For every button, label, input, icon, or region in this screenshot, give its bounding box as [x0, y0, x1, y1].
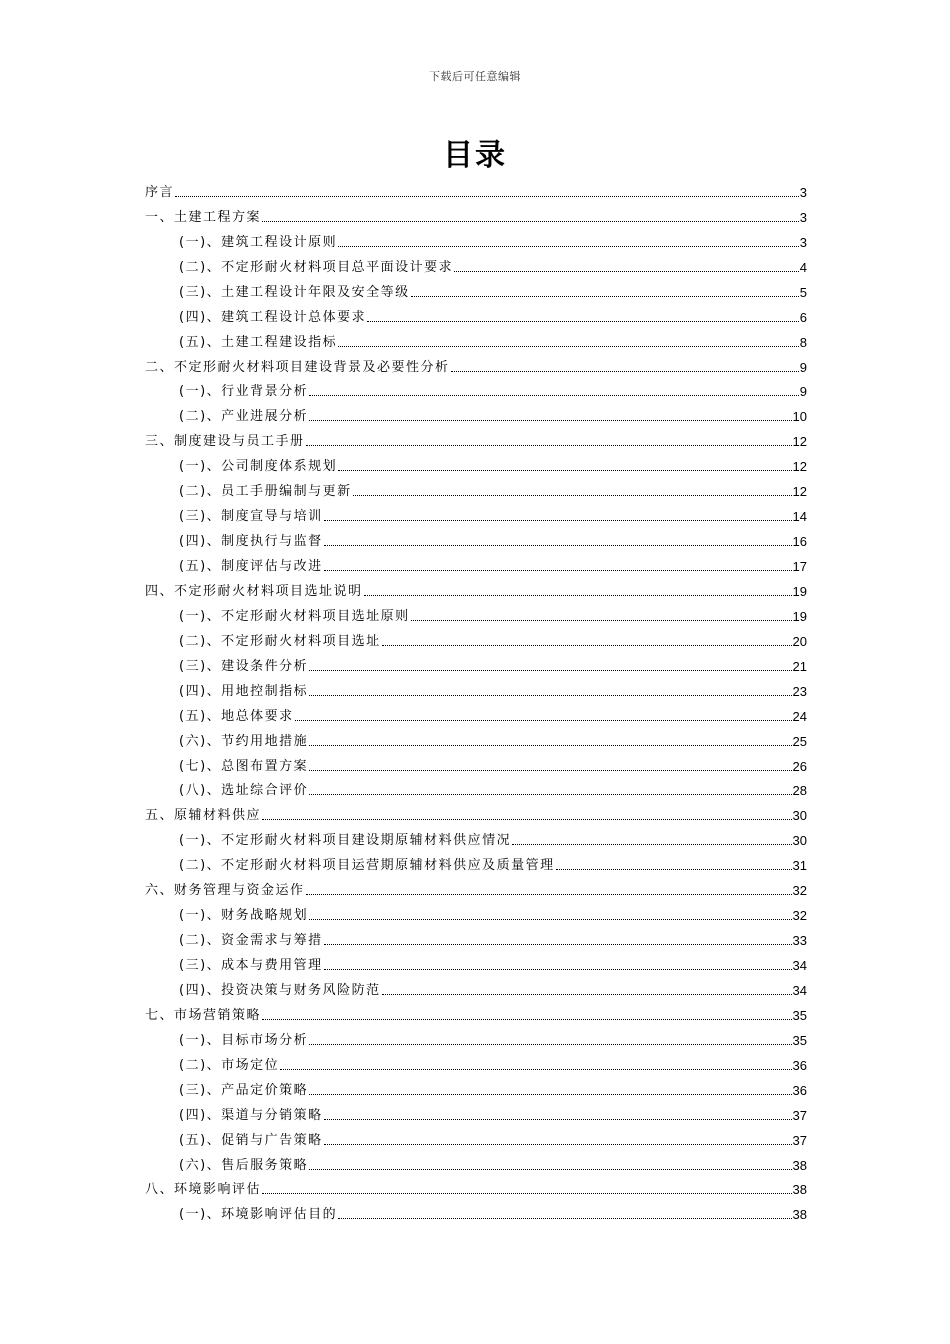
toc-dot-leader [367, 321, 799, 322]
toc-entry-title: (一)、公司制度体系规划 [179, 459, 338, 475]
toc-dot-leader [338, 470, 791, 471]
toc-entry-title: (五)、促销与广告策略 [179, 1132, 323, 1148]
toc-dot-leader [324, 1144, 792, 1145]
toc-dot-leader [364, 595, 792, 596]
toc-page-number: 4 [799, 259, 807, 275]
toc-entry-title: (一)、不定形耐火材料项目选址原则 [179, 608, 410, 624]
toc-page-number: 38 [792, 1157, 807, 1173]
toc-page-number: 19 [792, 583, 807, 599]
toc-page-number: 31 [792, 858, 807, 874]
toc-page-number: 8 [799, 334, 807, 350]
toc-entry-section[interactable] [145, 600, 807, 625]
toc-page-number: 35 [792, 1032, 807, 1048]
toc-dot-leader [324, 1119, 792, 1120]
table-of-contents [145, 176, 807, 1223]
toc-page-number: 32 [792, 908, 807, 924]
toc-title: 目录 [443, 138, 507, 173]
toc-dot-leader [353, 495, 792, 496]
toc-entry-title: 八、环境影响评估 [145, 1182, 262, 1198]
toc-dot-leader [309, 770, 791, 771]
toc-entry-section[interactable] [145, 974, 807, 999]
toc-dot-leader [382, 645, 792, 646]
toc-entry-title: 二、不定形耐火材料项目建设背景及必要性分析 [145, 359, 450, 375]
toc-entry-title: (五)、制度评估与改进 [179, 559, 323, 574]
toc-entry-section[interactable] [145, 899, 807, 924]
toc-entry-title: (六)、售后服务策略 [179, 1157, 309, 1173]
toc-page-number: 12 [792, 434, 807, 450]
toc-dot-leader [338, 246, 799, 247]
toc-page-number: 17 [792, 559, 807, 574]
toc-entry-title: (一)、财务战略规划 [179, 908, 309, 924]
toc-dot-leader [262, 221, 799, 222]
toc-entry-chapter[interactable] [145, 1174, 807, 1199]
toc-entry-section[interactable] [145, 450, 807, 475]
toc-dot-leader [411, 620, 792, 621]
toc-entry-title: (二)、不定形耐火材料项目选址 [179, 633, 381, 649]
toc-entry-section[interactable] [145, 1099, 807, 1124]
toc-entry-title: (四)、渠道与分销策略 [179, 1107, 323, 1123]
toc-dot-leader [451, 371, 799, 372]
toc-dot-leader [295, 720, 792, 721]
toc-entry-title: (五)、地总体要求 [179, 708, 294, 724]
toc-entry-title: (八)、选址综合评价 [179, 783, 309, 799]
toc-page-number: 37 [792, 1107, 807, 1123]
toc-entry-title: 一、土建工程方案 [145, 209, 262, 225]
toc-dot-leader [556, 869, 792, 870]
toc-page-number: 30 [792, 833, 807, 849]
toc-entry-title: (三)、产品定价策略 [179, 1082, 309, 1098]
toc-entry-chapter[interactable] [145, 999, 807, 1024]
toc-entry-section[interactable] [145, 550, 807, 575]
toc-page-number: 19 [792, 608, 807, 624]
toc-page-number: 3 [799, 234, 807, 250]
toc-entry-section[interactable] [145, 924, 807, 949]
toc-entry-title: 三、制度建设与员工手册 [145, 434, 305, 450]
toc-page-number: 6 [799, 309, 807, 325]
toc-entry-section[interactable] [145, 750, 807, 775]
toc-entry-section[interactable] [145, 326, 807, 351]
toc-entry-chapter[interactable] [145, 201, 807, 226]
toc-entry-section[interactable] [145, 775, 807, 800]
toc-page-number: 28 [792, 783, 807, 799]
toc-entry-title: (四)、用地控制指标 [179, 683, 309, 699]
toc-dot-leader [262, 1019, 792, 1020]
toc-entry-section[interactable] [145, 824, 807, 849]
toc-entry-section[interactable] [145, 650, 807, 675]
toc-entry-title: (一)、环境影响评估目的 [179, 1207, 338, 1223]
toc-entry-title: 四、不定形耐火材料项目选址说明 [145, 583, 363, 599]
toc-page-number: 25 [792, 733, 807, 749]
toc-entry-title: (三)、建设条件分析 [179, 658, 309, 674]
toc-dot-leader [309, 919, 791, 920]
toc-dot-leader [324, 570, 792, 571]
toc-entry-section[interactable] [145, 700, 807, 725]
toc-page-number: 9 [799, 384, 807, 400]
toc-entry-title: (四)、制度执行与监督 [179, 534, 323, 550]
toc-entry-section[interactable] [145, 475, 807, 500]
toc-page-number: 3 [799, 184, 807, 200]
toc-page-number: 33 [792, 933, 807, 949]
toc-dot-leader [309, 695, 791, 696]
toc-entry-section[interactable] [145, 1049, 807, 1074]
toc-entry-title: (二)、市场定位 [179, 1057, 280, 1073]
toc-dot-leader [324, 520, 792, 521]
toc-page-number: 26 [792, 758, 807, 774]
toc-entry-section[interactable] [145, 675, 807, 700]
toc-page-number: 20 [792, 633, 807, 649]
toc-entry-section[interactable] [145, 500, 807, 525]
toc-entry-title: (六)、节约用地措施 [179, 733, 309, 749]
toc-page-number: 34 [792, 982, 807, 998]
toc-dot-leader [175, 196, 799, 197]
toc-entry-title: (三)、成本与费用管理 [179, 958, 323, 973]
toc-entry-chapter[interactable] [145, 874, 807, 899]
toc-dot-leader [280, 1069, 791, 1070]
toc-dot-leader [309, 420, 791, 421]
toc-page-number: 21 [792, 658, 807, 674]
toc-page-number: 38 [792, 1207, 807, 1223]
toc-entry-section[interactable] [145, 1074, 807, 1099]
toc-entry-title: (三)、土建工程设计年限及安全等级 [179, 284, 410, 300]
toc-page-number: 16 [792, 534, 807, 550]
toc-entry-title: (三)、制度宣导与培训 [179, 509, 323, 525]
header-note: 下载后可任意编辑 [429, 70, 521, 83]
toc-page-number: 35 [792, 1007, 807, 1023]
toc-page-number: 36 [792, 1057, 807, 1073]
toc-entry-section[interactable] [145, 400, 807, 425]
toc-entry-chapter[interactable] [145, 425, 807, 450]
toc-entry-title: (五)、土建工程建设指标 [179, 334, 338, 350]
toc-entry-section[interactable] [145, 1198, 807, 1223]
toc-entry-section[interactable] [145, 1124, 807, 1149]
toc-entry-section[interactable] [145, 276, 807, 301]
toc-entry-title: (二)、资金需求与筹措 [179, 933, 323, 949]
toc-entry-section[interactable] [145, 625, 807, 650]
toc-entry-section[interactable] [145, 525, 807, 550]
toc-entry-title: (二)、产业进展分析 [179, 409, 309, 425]
toc-page-number: 5 [799, 284, 807, 300]
toc-entry-section[interactable] [145, 226, 807, 251]
toc-dot-leader [338, 1218, 791, 1219]
toc-entry-title: 序言 [145, 184, 175, 200]
toc-entry-title: (一)、不定形耐火材料项目建设期原辅材料供应情况 [179, 833, 512, 849]
toc-dot-leader [309, 794, 791, 795]
toc-dot-leader [338, 346, 799, 347]
toc-dot-leader [454, 271, 799, 272]
toc-entry-title: (一)、行业背景分析 [179, 384, 309, 400]
toc-page-number: 24 [792, 708, 807, 724]
toc-entry-chapter[interactable] [145, 799, 807, 824]
toc-entry-title: (四)、投资决策与财务风险防范 [179, 982, 381, 998]
toc-entry-title: (四)、建筑工程设计总体要求 [179, 309, 367, 325]
toc-entry-section[interactable] [145, 725, 807, 750]
toc-dot-leader [512, 844, 791, 845]
toc-entry-section[interactable] [145, 251, 807, 276]
toc-dot-leader [262, 819, 792, 820]
toc-entry-title: 五、原辅材料供应 [145, 808, 262, 824]
toc-page-number: 32 [792, 883, 807, 899]
toc-dot-leader [309, 1094, 791, 1095]
toc-entry-section[interactable] [145, 849, 807, 874]
toc-dot-leader [382, 994, 792, 995]
toc-dot-leader [324, 944, 792, 945]
toc-page-number: 23 [792, 683, 807, 699]
toc-entry-title: 六、财务管理与资金运作 [145, 883, 305, 899]
toc-page-number: 38 [792, 1182, 807, 1198]
toc-dot-leader [324, 545, 792, 546]
toc-dot-leader [309, 1044, 791, 1045]
toc-dot-leader [309, 1169, 791, 1170]
toc-entry-title: (二)、不定形耐火材料项目总平面设计要求 [179, 259, 454, 275]
toc-entry-section[interactable] [145, 376, 807, 401]
toc-dot-leader [262, 1193, 792, 1194]
toc-entry-section[interactable] [145, 1024, 807, 1049]
toc-page-number: 34 [792, 958, 807, 973]
toc-page-number: 30 [792, 808, 807, 824]
toc-page-number: 10 [792, 409, 807, 425]
toc-page-number: 9 [799, 359, 807, 375]
toc-page-number: 14 [792, 509, 807, 525]
toc-entry-section[interactable] [145, 301, 807, 326]
toc-entry-title: (二)、不定形耐火材料项目运营期原辅材料供应及质量管理 [179, 858, 555, 874]
toc-entry-title: (二)、员工手册编制与更新 [179, 484, 352, 500]
toc-dot-leader [306, 445, 792, 446]
toc-entry-section[interactable] [145, 949, 807, 974]
toc-page-number: 12 [792, 484, 807, 500]
toc-entry-chapter[interactable] [145, 351, 807, 376]
toc-entry-title: (七)、总图布置方案 [179, 758, 309, 774]
toc-page-number: 12 [792, 459, 807, 475]
toc-dot-leader [309, 745, 791, 746]
toc-entry-title: (一)、建筑工程设计原则 [179, 234, 338, 250]
toc-dot-leader [309, 395, 799, 396]
toc-entry-title: 七、市场营销策略 [145, 1007, 262, 1023]
toc-page-number: 3 [799, 209, 807, 225]
toc-entry-section[interactable] [145, 1149, 807, 1174]
toc-page-number: 36 [792, 1082, 807, 1098]
toc-entry-chapter[interactable] [145, 575, 807, 600]
toc-dot-leader [306, 894, 792, 895]
toc-entry-chapter[interactable] [145, 176, 807, 201]
toc-dot-leader [411, 296, 799, 297]
toc-dot-leader [324, 969, 792, 970]
toc-dot-leader [309, 670, 791, 671]
toc-entry-title: (一)、目标市场分析 [179, 1032, 309, 1048]
toc-page-number: 37 [792, 1132, 807, 1148]
